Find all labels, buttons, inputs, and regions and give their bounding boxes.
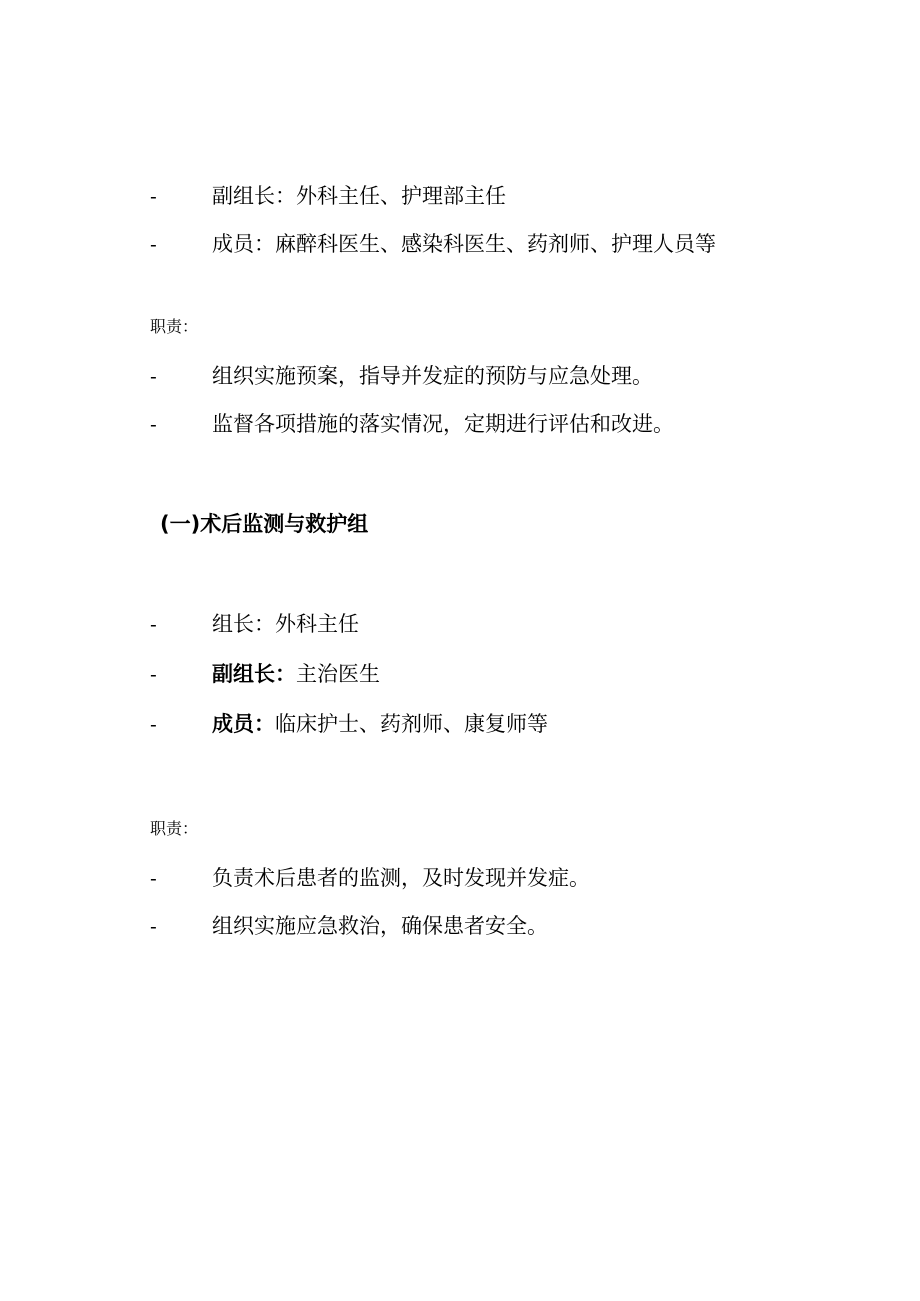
list-item: [0, 659, 900, 689]
list-dash: -: [150, 612, 157, 636]
list-dash: -: [150, 364, 157, 388]
list-item: [0, 709, 900, 739]
role-value: 临床护士、药剂师、康复师等: [275, 712, 548, 736]
list-item-text: 负责术后患者的监测，及时发现并发症。: [212, 866, 590, 890]
list-dash: -: [150, 866, 157, 890]
list-item: [0, 609, 900, 639]
list-item-text: 成员：麻醉科医生、感染科医生、药剂师、护理人员等: [212, 232, 716, 256]
list-dash: -: [150, 412, 157, 436]
list-item: [0, 181, 900, 211]
list-dash: -: [150, 232, 157, 256]
role-label: 成员：: [212, 711, 275, 736]
list-item-text: [212, 709, 548, 739]
list-dash: -: [150, 184, 157, 208]
list-item-text: 副组长：外科主任、护理部主任: [212, 184, 506, 208]
duties-label: 职责：: [150, 317, 199, 336]
list-item: [0, 409, 900, 439]
list-dash: -: [150, 662, 157, 686]
role-value: 主治医生: [296, 662, 380, 686]
list-item: [0, 911, 900, 941]
list-item: [0, 229, 900, 259]
list-item-text: [212, 659, 380, 689]
role-label: 副组长：: [212, 661, 296, 686]
list-item-text: 组织实施应急救治，确保患者安全。: [212, 914, 548, 938]
list-item-text: 监督各项措施的落实情况，定期进行评估和改进。: [212, 412, 674, 436]
section-heading: (一)术后监测与救护组: [160, 512, 369, 536]
list-item-text: 组长：外科主任: [212, 612, 359, 636]
list-dash: -: [150, 914, 157, 938]
list-item: [0, 361, 900, 391]
duties-label: 职责：: [150, 819, 199, 838]
list-item: [0, 863, 900, 893]
list-item-text: 组织实施预案，指导并发症的预防与应急处理。: [212, 364, 653, 388]
list-dash: -: [150, 712, 157, 736]
